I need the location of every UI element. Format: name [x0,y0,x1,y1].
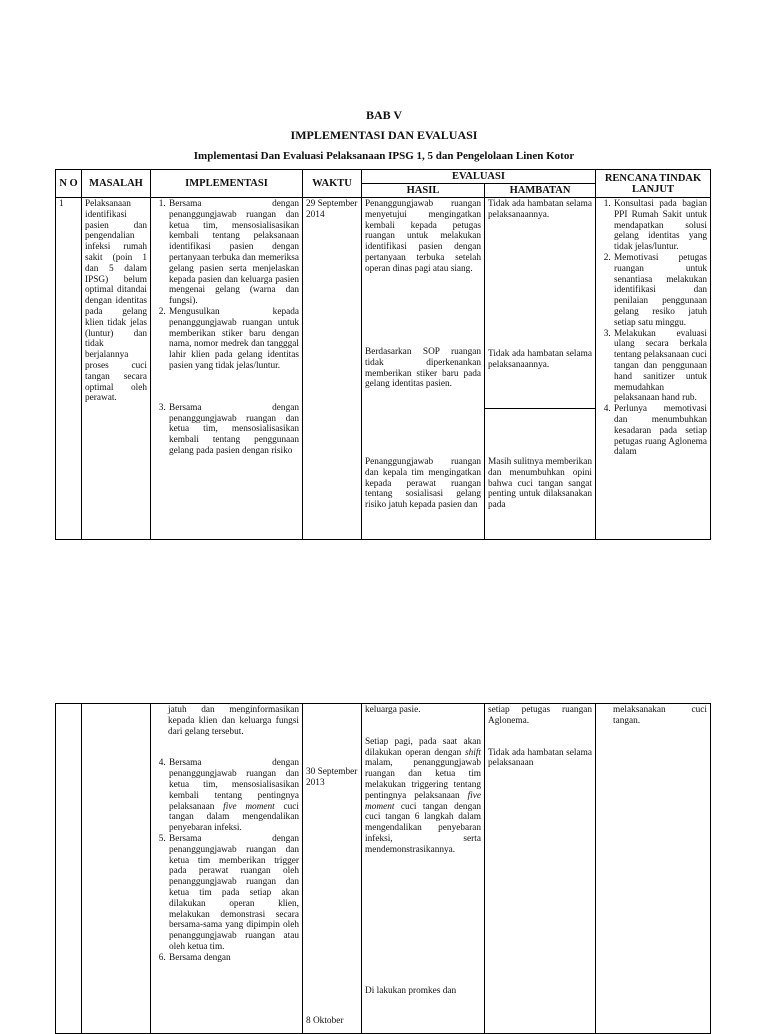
hasil-continued: keluarga pasie. [365,705,421,715]
hasil-item-2: Berdasarkan SOP ruangan tidak diperkenankan memberikan stiker baru pada gelang identitas pasien. [365,347,481,390]
impl-continued: jatuh dan menginformasikan kepada klien dan keluarga fungsi dari gelang tersebut. [168,705,299,737]
hasil-item-1: Penanggungjawab ruangan menyetujui mengingatkan kembali kepada petugas ruangan untuk melakukan identifikasi pasien dengan pertanyaan terbuka setelah operan dinas pagi atau siang. [365,199,481,274]
rencana-item-3: 3. Melakukan evaluasi ulang secara berkala tentang pelaksanaan cuci tangan dan penggunaan hand sanitizer untuk memudahkan pelaksanaan hand rub. [613,329,707,405]
cell-masalah [82,704,151,1034]
impl-item-4: 4. Bersama dengan penanggungjawab ruangan dan ketua tim, mensosialisasikan kembali tentang pentingnya pelaksanaan five moment cuci tangan dalam mengendalikan penyebaran infeksi. [168,758,299,834]
cell-rencana [596,198,711,540]
impl-item-2: 2. Mengusulkan kepada penanggungjawab ruangan untuk memberikan stiker baru dengan nama, nomor medrek dan tangggal lahir klien pada gelang identitas pasien yang tidak jelas/luntur. [168,307,299,372]
waktu-item-2: 8 Oktober [306,1016,344,1026]
hasil-item-3: Penanggungjawab ruangan dan kepala tim mengingatkan kepada perawat ruangan tentang sosialisasi gelang risiko jatuh kepada pasien dan [365,457,481,511]
rencana-item-2: 2. Memotivasi petugas ruangan untuk senantiasa melakukan identifikasi dan penilaian penggunaan gelang resiko jatuh setiap satu minggu. [613,253,707,329]
cell-hambatan [485,198,596,540]
table-row [56,198,711,540]
cell-waktu [303,704,362,1034]
impl-item-5: 5. Bersama dengan penanggungjawab ruangan dan ketua tim memberikan trigger pada perawat ruangan oleh penanggungjawab ruangan dan ketua tim pada setiap akan dilakukan operan klien, melakukan demonstrasi secara bersama-sama yang dipimpin oleh penanggungjawab ruangan atau oleh ketua tim. [168,834,299,953]
cell-no: 1 [56,198,82,540]
table-header-row [56,170,711,184]
hambatan-item-4: Tidak ada hambatan selama pelaksanaan [488,747,592,769]
evaluation-table-page1 [55,169,711,540]
hasil-item-4: Setiap pagi, pada saat akan dilakukan operan dengan shift malam, penanggungjawab ruangan dan ketua tim melakukan triggering tentang pentingnya pelaksanaan five moment cuci tangan dengan cuci tangan 6 langkah dalam mengendalikan penyebaran infeksi, serta mendemonstrasikannya. [365,736,481,855]
cell-masalah: Pelaksanaan identifikasi pasien dan pengendalian infeksi rumah sakit (poin 1 dan 5 dalam IPSG) belum optimal ditandai dengan identitas pada gelang klien tidak jelas (luntur) dan tidak berjalannya proses cuci tangan secara optimal oleh perawat. [82,198,151,540]
cell-implementasi [151,198,303,540]
hambatan-continued: setiap petugas ruangan Aglonema. [488,705,592,726]
cell-rencana [596,704,711,1034]
chapter-title: IMPLEMENTASI DAN EVALUASI [290,128,478,142]
col-header-hambatan: HAMBATAN [485,184,596,198]
rencana-continued: melaksanakan cuci tangan. [613,705,707,726]
col-header-implementasi: IMPLEMENTASI [151,170,303,198]
waktu-item-1: 30 September 2013 [306,767,358,788]
col-header-rencana: RENCANA TINDAK LANJUT [596,170,711,198]
rencana-item-4: 4. Perlunya memotivasi dan menumbuhkan kesadaran pada setiap petugas ruang Aglonema dalam [613,404,707,458]
hambatan-item-3: Masih sulitnya memberikan dan menumbuhkan opini bahwa cuci tangan sangat penting untuk dilaksanakan pada [485,408,595,512]
impl-item-6: 6. Bersama dengan [168,953,299,964]
cell-implementasi [151,704,303,1034]
chapter-label: BAB V [365,108,403,122]
evaluation-table-page2 [55,703,711,1034]
rencana-item-1: 1. Konsultasi pada bagian PPI Rumah Sakit untuk mendapatkan solusi gelang identitas yang tidak jelas/luntur. [613,199,707,253]
cell-hasil [362,704,485,1034]
hambatan-item-2: Tidak ada hambatan selama pelaksanaannya. [488,349,592,370]
cell-hasil [362,198,485,540]
table-row [56,704,711,1034]
cell-waktu: 29 September 2014 [303,198,362,540]
hasil-item-5: Di lakukan promkes dan [365,985,457,996]
impl-item-3: 3. Bersama dengan penanggungjawab ruangan dan ketua tim, mensosialisasikan kembali tentang penggunaan gelang pada pasien dengan risiko [168,403,299,457]
cell-no [56,704,82,1034]
col-header-waktu: WAKTU [303,170,362,198]
impl-item-1: 1. Bersama dengan penanggungjawab ruangan dan ketua tim, mensosialisasikan kembali tentang pelaksanaan identifikasi pasien dengan pertanyaan terbuka dan memeriksa gelang pasien serta menjelaskan kepada pasien dan keluarga pasien mengenai gelang (warna dan fungsi). [168,199,299,307]
table-caption: Implementasi Dan Evaluasi Pelaksanaan IPSG 1, 5 dan Pengelolaan Linen Kotor [193,150,575,162]
col-header-masalah: MASALAH [82,170,151,198]
col-header-hasil: HASIL [362,184,485,198]
col-header-evaluasi: EVALUASI [362,170,596,184]
hambatan-item-1: Tidak ada hambatan selama pelaksanaannya. [488,199,592,220]
col-header-no: N O [56,170,82,198]
cell-hambatan [485,704,596,1034]
